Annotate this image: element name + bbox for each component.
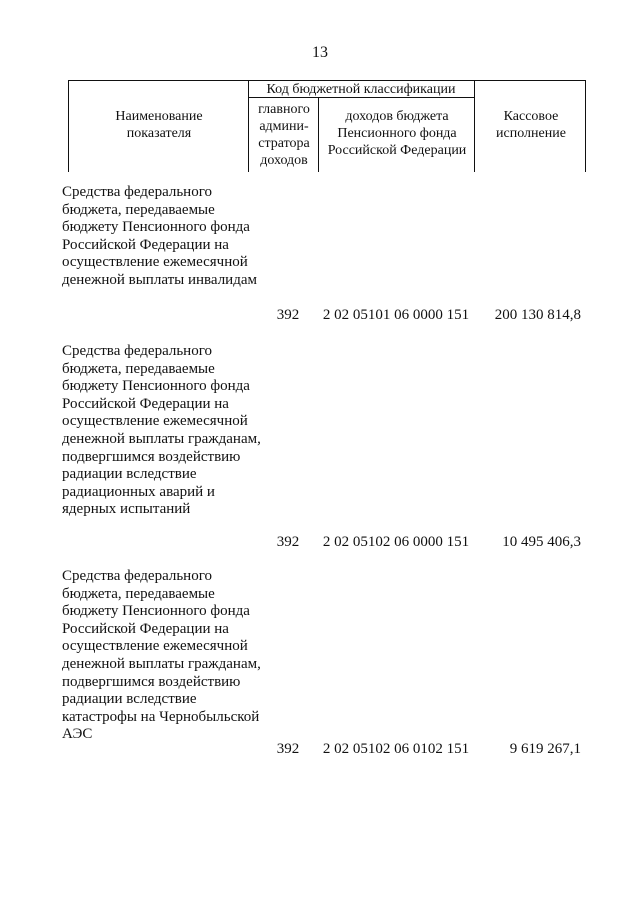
row-admin-code: 392: [276, 741, 300, 757]
row-name: Средства федерального бюджета, передаваемые бюджету Пенсионного фонда Российской Федерации на осуществление ежемесячной денежной выплаты инвалидам: [62, 184, 257, 288]
page-number: 13: [312, 44, 328, 61]
row-amount: 10 495 406,3: [502, 534, 581, 550]
header-group: Код бюджетной классификации: [266, 82, 456, 97]
header-col-divider-1: [248, 80, 249, 172]
row-admin-code: 392: [276, 307, 300, 323]
header-admin: главного админи-стратора доходов: [258, 102, 310, 168]
row-revenue-code: 2 02 05102 06 0102 151: [322, 741, 470, 757]
row-admin-code: 392: [276, 534, 300, 550]
row-revenue-code: 2 02 05101 06 0000 151: [322, 307, 470, 323]
row-name: Средства федерального бюджета, передаваемые бюджету Пенсионного фонда Российской Федерации на осуществление ежемесячной денежной выплаты гражданам, подвергшимся воздействию радиации вследствие катастрофы на Чернобыльской АЭС: [62, 568, 261, 743]
header-col-divider-3: [474, 80, 475, 172]
header-name: Наименование показателя: [115, 109, 203, 141]
row-amount: 200 130 814,8: [494, 307, 581, 323]
row-revenue-code: 2 02 05102 06 0000 151: [322, 534, 470, 550]
header-col-divider-2: [318, 97, 319, 172]
header-left-border: [68, 80, 69, 172]
header-revenue: доходов бюджета Пенсионного фонда Российской Федерации: [327, 109, 467, 158]
header-amount: Кассовое исполнение: [496, 109, 566, 141]
row-amount: 9 619 267,1: [509, 741, 581, 757]
row-name: Средства федерального бюджета, передаваемые бюджету Пенсионного фонда Российской Федерации на осуществление ежемесячной денежной выплаты гражданам, подвергшимся воздействию радиации вследствие радиационных аварий и ядерных испытаний: [62, 343, 261, 518]
header-right-border: [585, 80, 586, 172]
